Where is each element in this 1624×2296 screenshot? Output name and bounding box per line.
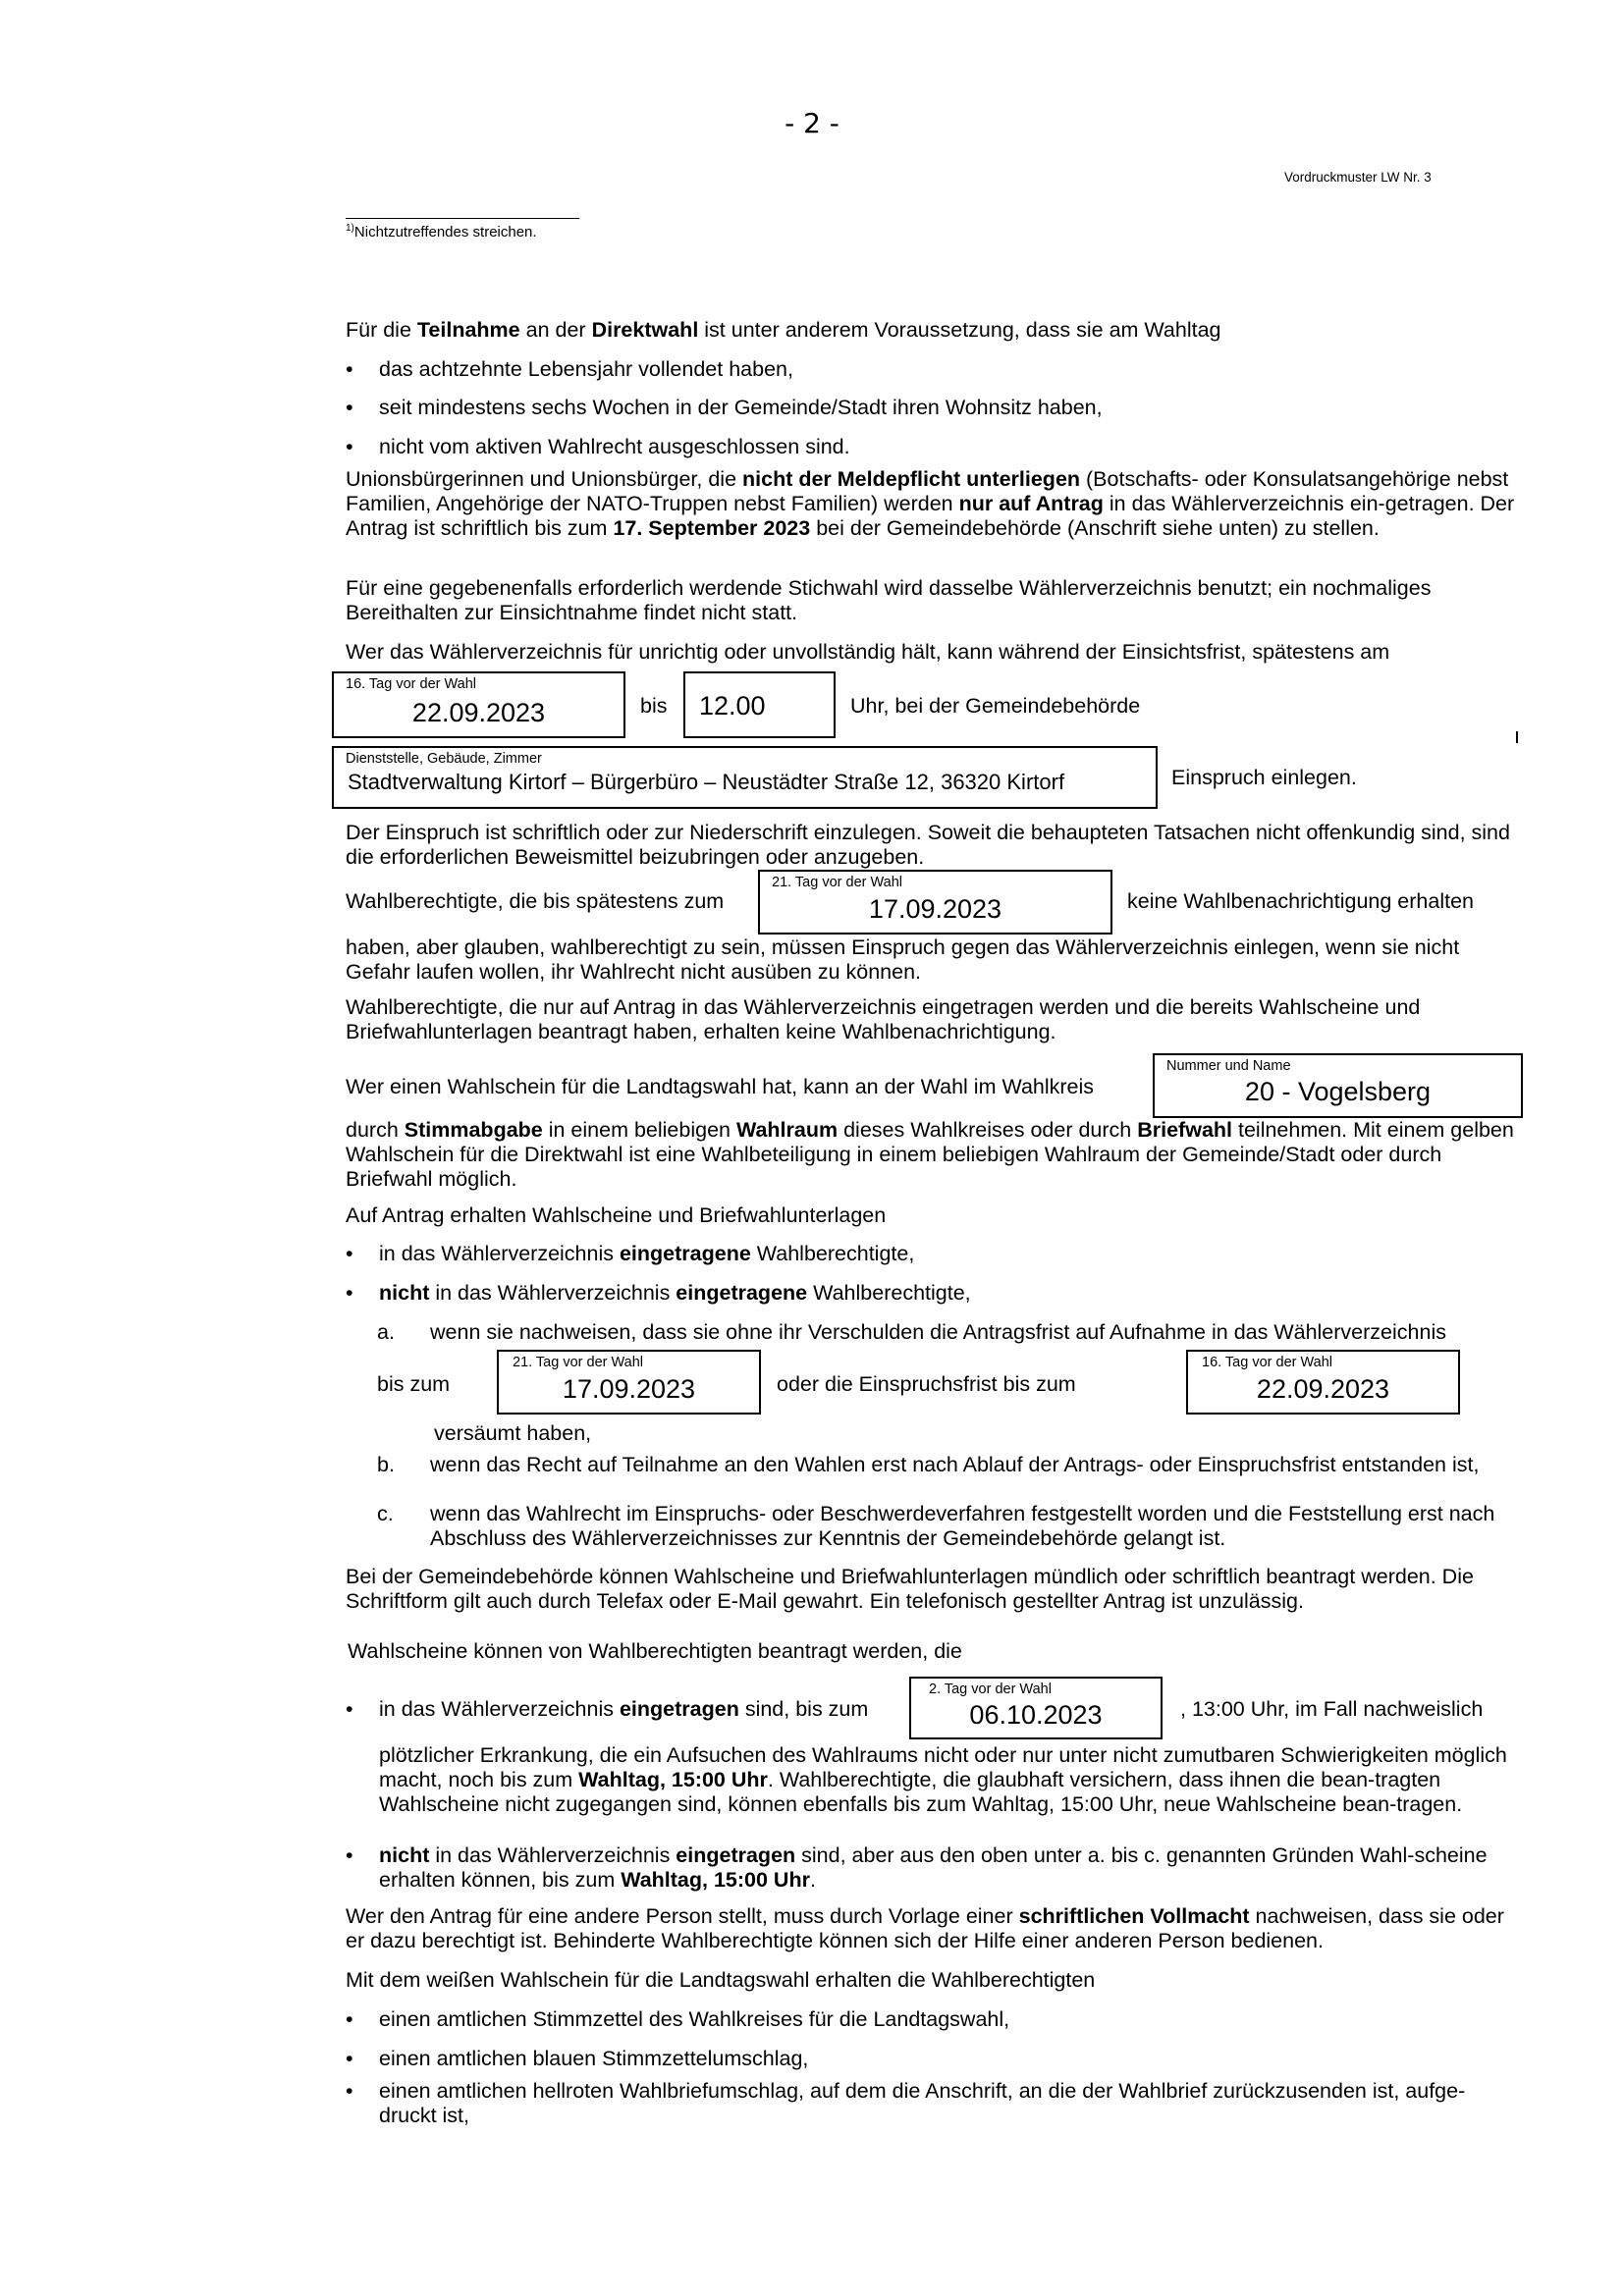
field-value: 12.00 [699,691,766,721]
list-item: • einen amtlichen hellroten Wahlbriefumschlag, auf dem die Anschrift, an die der Wahlbrief zurückzusenden ist, aufge-druckt ist, [346,2079,1466,2127]
list-item: • nicht in das Wählerverzeichnis eingetragen sind, aber aus den oben unter a. bis c. genannten Gründen Wahl-scheine erhalten können, bis zum Wahltag, 15:00 Uhr. [346,1843,1488,1892]
benachrichtigung-before: Wahlberechtigte, die bis spätestens zum [346,889,725,913]
field-value: 22.09.2023 [411,698,546,727]
uhr-gemeindebehoerde-text: Uhr, bei der Gemeindebehörde [850,694,1141,718]
einsichtsfrist-time-field[interactable] [683,671,836,738]
field-value: 20 - Vogelsberg [1244,1077,1432,1106]
stichwahl-paragraph: Für eine gegebenenfalls erforderlich werdende Stichwahl wird dasselbe Wählerverzeichnis benutzt; ein nochmaliges Bereithalten zur Einsichtnahme findet nicht statt. [346,576,1432,624]
field-label: 21. Tag vor der Wahl [772,875,902,890]
wahlscheine-intro: Wahlscheine können von Wahlberechtigten beantragt werden, die [348,1639,962,1663]
vollmacht-paragraph: Wer den Antrag für eine andere Person stellt, muss durch Vorlage einer schriftlichen Vollmacht nachweisen, dass sie oder er dazu berechtigt ist. Behinderte Wahlberechtigte können sich der Hilfe einer anderen Person bedienen. [346,1904,1504,1952]
field-value: 22.09.2023 [1256,1374,1390,1404]
benachrichtigung-date-field[interactable] [758,870,1112,934]
erkrankung-paragraph: plötzlicher Erkrankung, die ein Aufsuchen des Wahlraums nicht oder nur unter nicht zumutbaren Schwierigkeiten möglich macht, noch bis zum Wahltag, 15:00 Uhr. Wahlberechtigte, die glaubhaft versichern, dass ihnen die bean-tragten Wahlscheine nicht zugegangen sind, können ebenfalls bis zum Wahltag, 15:00 Uhr, neue Wahlscheine bean-tragen. [379,1743,1507,1816]
einspruchsfrist-text: oder die Einspruchsfrist bis zum [777,1372,1076,1396]
antragsfrist-date-field[interactable] [497,1350,761,1415]
field-label: Dienststelle, Gebäude, Zimmer [346,751,542,767]
condition-b: b. wenn das Recht auf Teilnahme an den Wahlen erst nach Ablauf der Antrags- oder Einspruchsfrist entstanden ist, [377,1453,1480,1476]
einspruch-einlegen-text: Einspruch einlegen. [1171,766,1357,789]
footnote-mark: 1) [346,223,354,234]
versaeumt-text: versäumt haben, [434,1421,592,1445]
bis-label: bis [640,694,668,718]
unionsbuerger-paragraph: Unionsbürgerinnen und Unionsbürger, die nicht der Meldepflicht unterliegen (Botschafts- oder Konsulatsangehörige nebst Familien, Angehörige der NATO-Truppen nebst Familien) werden nur auf Antrag in das Wählerverzeichnis ein-getragen. Der Antrag ist schriftlich bis zum 17. September 2023 bei der Gemeindebehörde (Anschrift siehe unten) zu stellen. [346,467,1515,540]
antrag-intro: Auf Antrag erhalten Wahlscheine und Briefwahlunterlagen [346,1203,887,1227]
form-reference: Vordruckmuster LW Nr. 3 [1284,170,1432,185]
wahlkreis-text: Wer einen Wahlschein für die Landtagswahl hat, kann an der Wahl im Wahlkreis [346,1075,1095,1098]
wahlkreis-field[interactable] [1153,1053,1523,1118]
field-value: Stadtverwaltung Kirtorf – Bürgerbüro – Neustädter Straße 12, 36320 Kirtorf [348,770,1065,794]
field-label: 2. Tag vor der Wahl [929,1682,1052,1697]
footnote [346,220,537,241]
einspruchsfrist-date-field[interactable] [1186,1350,1460,1415]
condition-a: a. wenn sie nachweisen, dass sie ohne ihr Verschulden die Antragsfrist auf Aufnahme in das Wählerverzeichnis [377,1320,1446,1344]
page-number: - 2 - [785,107,839,139]
uhrzeit-text: , 13:00 Uhr, im Fall nachweislich [1180,1697,1484,1721]
field-value: 06.10.2023 [969,1700,1103,1730]
field-value: 17.09.2023 [868,894,1002,924]
stimmabgabe-paragraph: durch Stimmabgabe in einem beliebigen Wahlraum dieses Wahlkreises oder durch Briefwahl teilnehmen. Mit einem gelben Wahlschein für die Direktwahl ist eine Wahlbeteiligung in einem beliebigen Wahlraum der Gemeinde/Stadt oder durch Briefwahl möglich. [346,1118,1514,1191]
weisser-wahlschein-intro: Mit dem weißen Wahlschein für die Landtagswahl erhalten die Wahlberechtigten [346,1968,1096,1992]
footnote-text: Nichtzutreffendes streichen. [353,224,537,240]
teilnahme-intro: Für die Teilnahme an der Direktwahl ist unter anderem Voraussetzung, dass sie am Wahltag [346,318,1221,342]
benachrichtigung-continued: haben, aber glauben, wahlberechtigt zu sein, müssen Einspruch gegen das Wählerverzeichnis einlegen, wenn sie nicht Gefahr laufen wollen, ihr Wahlrecht nicht ausüben zu können. [346,935,1460,984]
muendlich-schriftlich-paragraph: Bei der Gemeindebehörde können Wahlscheine und Briefwahlunterlagen mündlich oder schriftlich beantragt werden. Die Schriftform gilt auch durch Telefax oder E-Mail gewahrt. Ein telefonisch gestellter Antrag ist unzulässig. [346,1565,1474,1613]
dienststelle-field[interactable] [332,746,1158,809]
nur-antrag-paragraph: Wahlberechtigte, die nur auf Antrag in das Wählerverzeichnis eingetragen werden und die bereits Wahlscheine und Briefwahlunterlagen beantragt haben, erhalten keine Wahlbenachrichtigung. [346,995,1421,1043]
benachrichtigung-after: keine Wahlbenachrichtigung erhalten [1127,889,1474,913]
field-value: 17.09.2023 [562,1374,696,1404]
field-label: 16. Tag vor der Wahl [1202,1355,1332,1370]
margin-mark [1516,731,1518,743]
field-label: 16. Tag vor der Wahl [346,676,476,692]
condition-c: c. wenn das Wahlrecht im Einspruchs- oder Beschwerdeverfahren festgestellt worden und die Feststellung erst nach Abschluss des Wählerverzeichnisses zur Kenntnis der Gemeindebehörde gelangt ist. [377,1502,1495,1550]
einsichtsfrist-date-field[interactable] [332,671,625,738]
field-label: Nummer und Name [1166,1058,1291,1074]
field-label: 21. Tag vor der Wahl [513,1355,643,1370]
wahlschein-antrag-date-field[interactable] [909,1677,1163,1739]
bis-zum-label: bis zum [377,1372,451,1396]
footnote-rule [346,218,579,219]
einspruch-intro: Wer das Wählerverzeichnis für unrichtig oder unvollständig hält, kann während der Einsichtsfrist, spätestens am [346,640,1390,664]
einspruch-schriftlich-paragraph: Der Einspruch ist schriftlich oder zur Niederschrift einzulegen. Soweit die behaupteten Tatsachen nicht offenkundig sind, sind die erforderlichen Beweismittel beizubringen oder anzugeben. [346,821,1510,869]
